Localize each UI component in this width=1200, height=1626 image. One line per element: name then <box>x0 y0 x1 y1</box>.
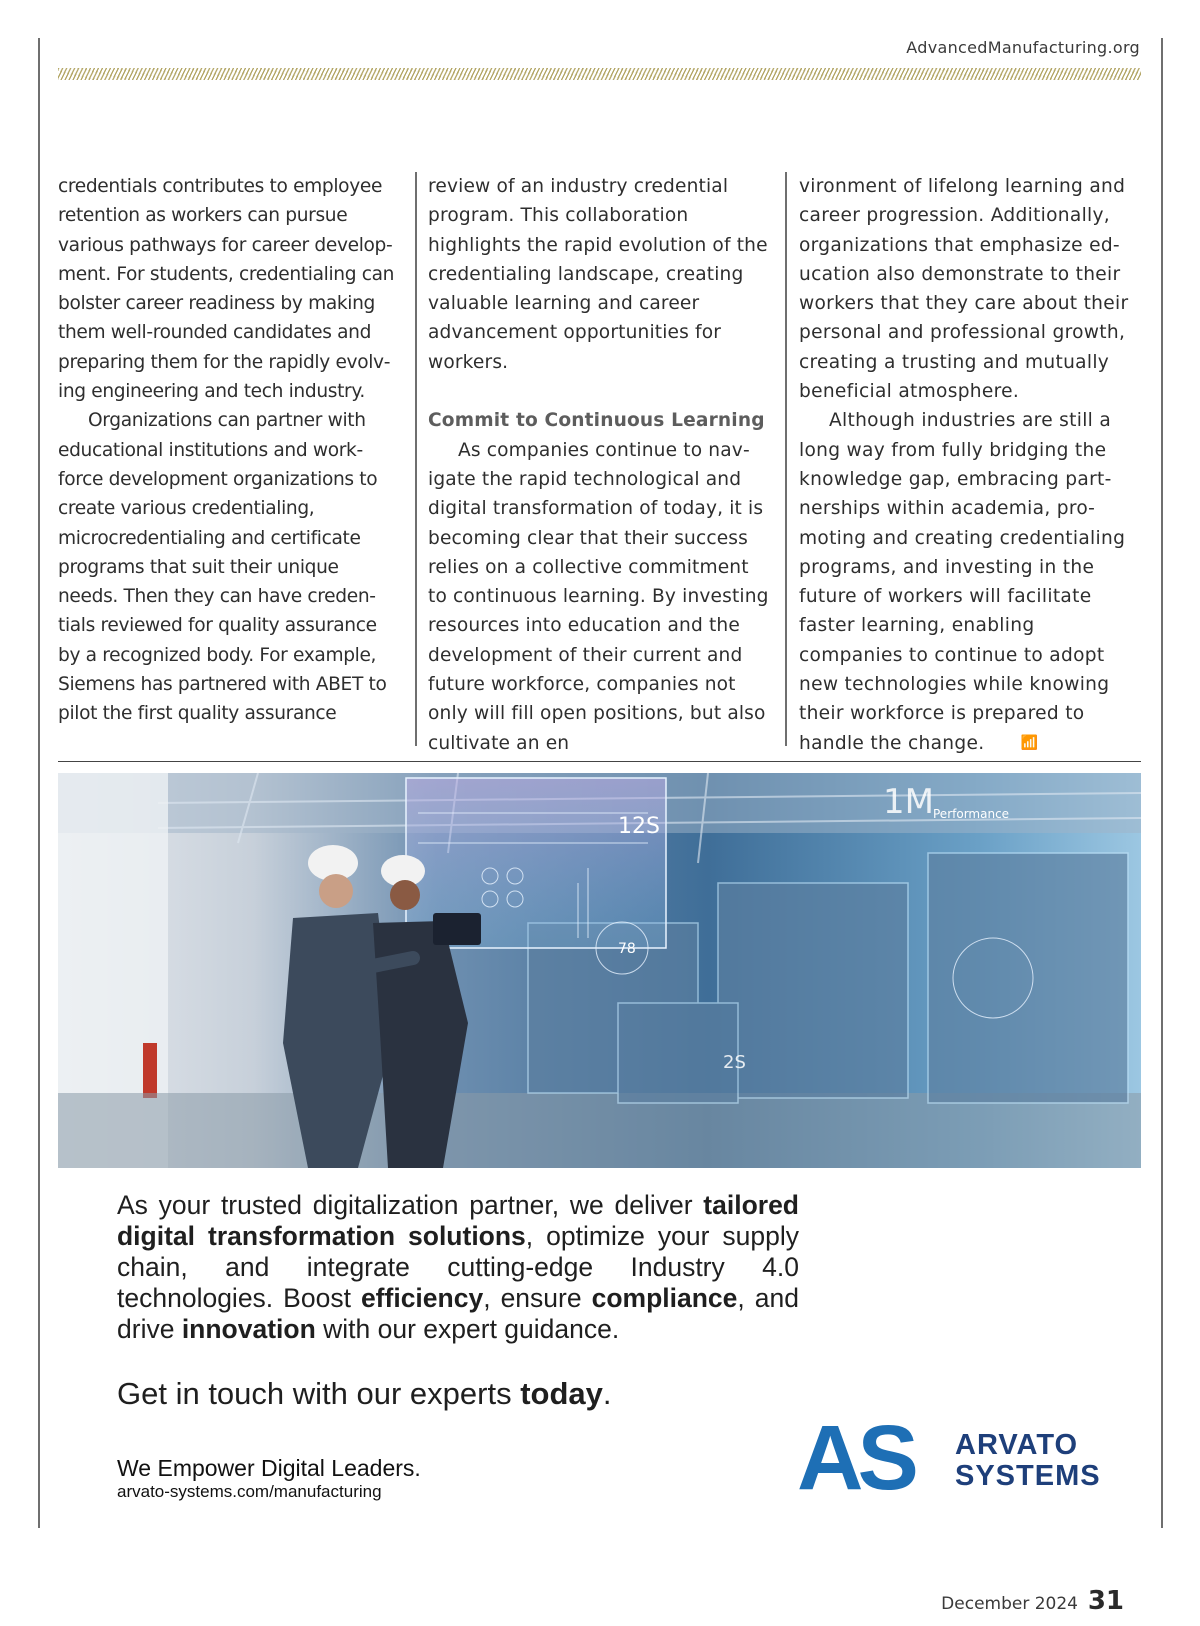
paragraph: vironment of lifelong learning and career progression. Additionally, organizations that emphasize education also demonstrate to their workers that they care about their personal and professional growth, creating a trusting and mutually beneficial atmosphere. <box>799 176 1129 403</box>
ad-tagline: We Empower Digital Leaders. <box>117 1455 421 1481</box>
hud-small: 2S <box>723 1052 746 1073</box>
page-number: 31 <box>1087 1586 1124 1616</box>
logo-mark: AS <box>797 1407 913 1509</box>
hud-perf: Performance <box>933 807 1010 821</box>
ad-copy-text: , and drive <box>117 1283 799 1344</box>
ad-copy-text: , ensure <box>483 1283 592 1313</box>
ad-hero-image <box>58 773 1141 1168</box>
logo-wordmark <box>955 1430 1101 1492</box>
article-columns <box>58 172 1141 754</box>
ad-copy-emphasis: innovation <box>181 1314 316 1344</box>
wifi-end-mark-icon: 📶 <box>1020 734 1039 751</box>
ad-body-copy <box>117 1190 799 1345</box>
factory-scene-illustration <box>58 773 1141 1168</box>
site-name: AdvancedManufacturing.org <box>906 38 1140 57</box>
logo-line: ARVATO <box>955 1429 1079 1461</box>
hud-value: 78 <box>618 941 636 957</box>
ad-copy-text: As your trusted digitalization partner, we deliver <box>117 1190 704 1220</box>
column-divider <box>785 172 787 746</box>
ad-copy-emphasis: efficiency <box>360 1283 484 1313</box>
page-frame-right-rule <box>1161 38 1163 1528</box>
ad-url-link[interactable]: arvato-systems.com/manufacturing <box>117 1482 382 1501</box>
section-heading: Commit to Continuous Learning <box>428 410 765 432</box>
paragraph: review of an industry credential program. This collaboration highlights the rapid evolution of the credentialing landscape, creating valuable learning and career advancement opportunities for workers. <box>428 176 768 373</box>
article-column-1 <box>58 172 400 729</box>
article-column-2 <box>428 172 770 758</box>
article-column-3 <box>799 172 1141 758</box>
cta-emphasis: today <box>520 1376 603 1411</box>
column-divider <box>415 172 417 746</box>
logo-line: SYSTEMS <box>955 1460 1101 1492</box>
ad-call-to-action <box>117 1376 612 1412</box>
paragraph <box>799 406 1141 758</box>
ad-copy-emphasis: tailored digital transformation solutions <box>117 1190 799 1251</box>
cta-text: Get in touch with our experts <box>117 1376 521 1411</box>
page-frame-left-rule <box>38 38 40 1528</box>
hud-tag: 1M <box>883 782 934 822</box>
ad-copy-emphasis: compliance <box>591 1283 738 1313</box>
paragraph: Organizations can partner with educational institutions and workforce development organizations to create various credentialing, microcredentialing and certificate programs that suit their unique needs. Then they can have credentials reviewed for quality assurance by a recognized body. For example, Siemens has partnered with ABET to pilot the first quality assurance <box>58 410 387 725</box>
paragraph-text: Although industries are still a long way from fully bridging the knowledge gap, embracing partnerships within academia, promoting and creating credentialing programs, and investing in the future of workers will facilitate faster learning, enabling companies to continue to adopt new technologies while knowing their workforce is prepared to handle the change. <box>799 410 1126 754</box>
paragraph: As companies continue to navigate the rapid technological and digital transformation of today, it is becoming clear that their success relies on a collective commitment to continuous learning. By investing resources into education and the development of their current and future workforce, companies not only will fill open positions, but also cultivate an en <box>428 439 769 754</box>
hud-code: 12S <box>618 814 660 839</box>
header-hatch-band <box>58 68 1141 80</box>
ad-copy-text: , optimize your supply chain, and integrate cutting-edge Industry 4.0 technologies. Boost <box>117 1221 799 1313</box>
issue-date: December 2024 <box>941 1594 1078 1614</box>
cta-end: . <box>602 1376 612 1411</box>
arvato-systems-logo <box>797 1407 1101 1509</box>
paragraph: credentials contributes to employee retention as workers can pursue various pathways for career development. For students, credentialing can bolster career readiness by making them well-rounded candidates and preparing them for the rapidly evolving engineering and tech industry. <box>58 176 395 403</box>
ad-top-rule <box>58 761 1141 762</box>
ad-copy-text: with our expert guidance. <box>315 1314 620 1344</box>
